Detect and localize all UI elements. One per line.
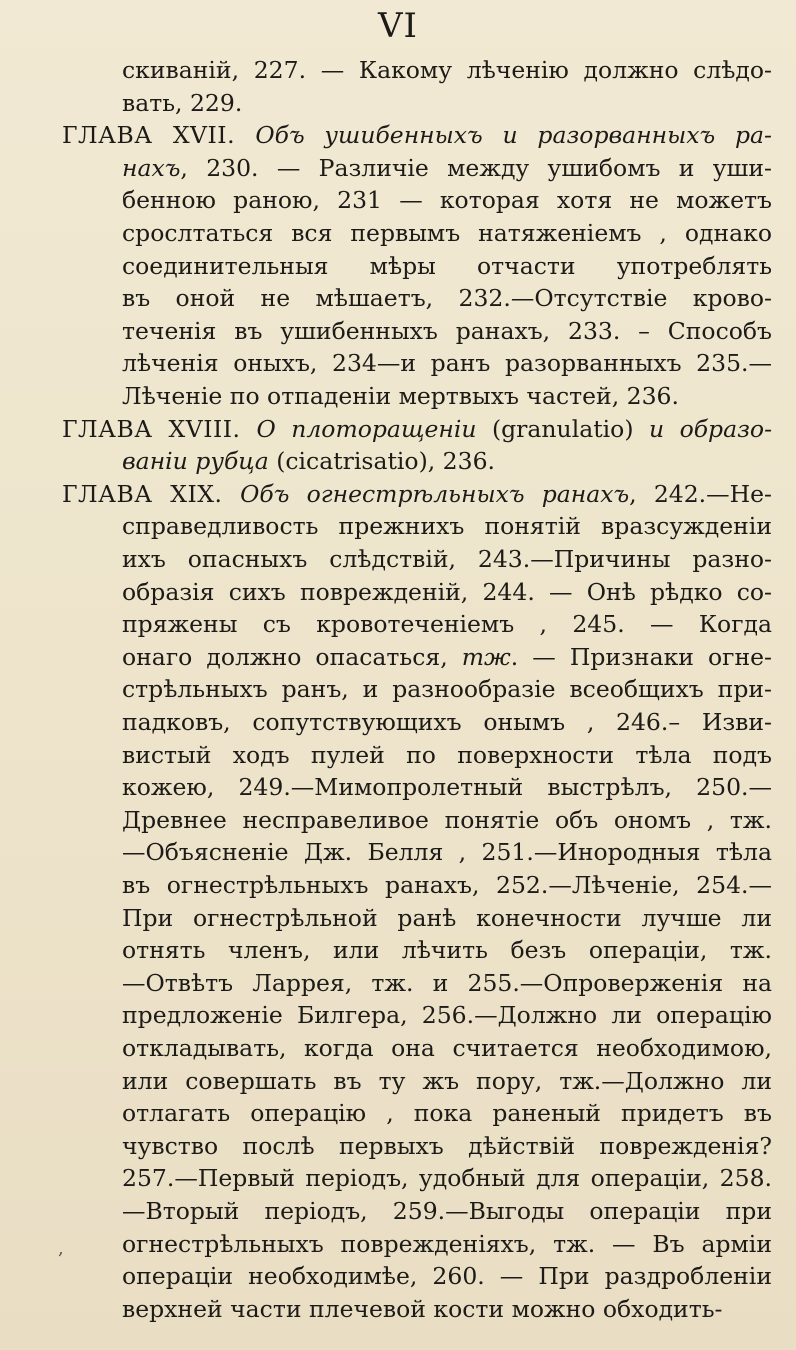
body-text: операціи необходимѣе, 260. — При раздробленіи	[122, 1262, 772, 1291]
text-line	[122, 671, 772, 707]
text-line	[122, 737, 772, 773]
body-text: стрѣльныхъ ранъ, и разнообразіе всеобщихъ при-	[122, 675, 772, 704]
text-line	[122, 704, 772, 740]
italic-text: и образо-	[648, 414, 772, 443]
body-text: верхней части плечевой кости можно обходить-	[122, 1294, 723, 1323]
page-number: VI	[378, 6, 418, 46]
body-text: Лѣченіе по отпаденіи мертвыхъ частей, 236.	[122, 382, 679, 410]
body-text: пряжены съ кровотеченіемъ , 245. — Когда	[122, 610, 772, 639]
text-line	[122, 1160, 772, 1196]
text-line	[122, 834, 772, 870]
italic-text: О плоторащеніи	[256, 414, 492, 443]
text-line	[122, 508, 772, 544]
body-text: 257.—Первый періодъ, удобный для операціи, 258.	[122, 1164, 772, 1193]
text-line	[122, 85, 772, 121]
body-text: бенною раною, 231 — которая хотя не можетъ	[122, 186, 772, 215]
body-text: теченія въ ушибенныхъ ранахъ, 233. – Способъ	[122, 316, 772, 345]
italic-text: ваніи рубца	[122, 447, 277, 476]
body-text: срослтаться вся первымъ натяженіемъ , однако	[122, 219, 772, 247]
text-line	[122, 867, 772, 903]
italic-text: Объ огнестрѣльныхъ ранахъ	[240, 479, 630, 508]
text-line	[122, 606, 772, 642]
italic-text: Объ ушибенныхъ и разорванныхъ ра-	[255, 121, 772, 150]
body-text: вать, 229.	[122, 88, 243, 117]
text-line	[62, 117, 772, 153]
body-text: предложеніе Билгера, 256.—Должно ли операцію	[122, 1001, 772, 1030]
body-text: въ оной не мѣшаетъ, 232.—Отсутствіе крово-	[122, 284, 772, 313]
text-line	[122, 1095, 772, 1131]
body-text: отлагать операцію , пока раненый придетъ въ	[122, 1099, 772, 1128]
text-line	[122, 932, 772, 968]
text-line	[122, 1291, 772, 1327]
italic-text: тж	[461, 642, 511, 671]
body-text: . — Признаки огне-	[510, 642, 772, 671]
text-line	[122, 769, 772, 805]
text-line	[122, 215, 772, 251]
text-line	[122, 52, 772, 88]
text-line	[122, 280, 772, 316]
body-text: лѣченія оныхъ, 234—и ранъ разорванныхъ 235.—	[122, 349, 772, 378]
italic-text: нахъ	[122, 153, 181, 182]
body-text: кожею, 249.—Мимопролетный выстрѣлъ, 250.—	[122, 773, 772, 802]
body-text: или совершать въ ту жъ пору, тж.—Должно ли	[122, 1066, 772, 1095]
text-line	[122, 802, 772, 838]
text-line	[122, 900, 772, 936]
margin-mark: ,	[58, 1238, 64, 1259]
text-line	[122, 541, 772, 577]
body-text: (cicatrisatio), 236.	[276, 447, 496, 476]
body-text: —Вторый періодъ, 259.—Выгоды операціи при	[122, 1197, 772, 1225]
text-line	[122, 248, 772, 284]
body-text: Древнее несправеливое понятіе объ ономъ , тж.	[122, 805, 772, 834]
body-text: —Объясненіе Дж. Белля , 251.—Инородныя тѣла	[122, 838, 772, 867]
body-text: образія сихъ поврежденій, 244. — Онѣ рѣдко со-	[122, 577, 772, 606]
text-line	[122, 1063, 772, 1099]
body-text: чувство послѣ первыхъ дѣйствій поврежденія?	[122, 1131, 772, 1160]
text-line	[122, 1193, 772, 1229]
body-text: откладывать, когда она считается необходимою,	[122, 1034, 772, 1062]
body-text: справедливость прежнихъ понятій вразсужденіи	[122, 512, 772, 541]
text-line	[122, 1226, 772, 1262]
text-line	[122, 997, 772, 1033]
text-line	[122, 345, 772, 381]
chapter-heading: ГЛАВА XVIII.	[62, 414, 257, 443]
chapter-heading: ГЛАВА XVII.	[62, 121, 256, 150]
body-text: —Отвѣтъ Ларрея, тж. и 255.—Опроверженія на	[122, 968, 772, 997]
body-text: вистый ходъ пулей по поверхности тѣла подъ	[122, 740, 772, 769]
text-line	[122, 378, 772, 414]
text-line	[122, 182, 772, 218]
body-text: въ огнестрѣльныхъ ранахъ, 252.—Лѣченіе, 254.—	[122, 871, 772, 899]
text-line	[122, 150, 772, 186]
body-text: , 230. — Различіе между ушибомъ и уши-	[180, 153, 772, 182]
text-line	[122, 1128, 772, 1164]
body-text: , 242.—Не-	[629, 479, 772, 508]
text-line	[62, 411, 772, 447]
text-line	[122, 1030, 772, 1066]
body-text: огнестрѣльныхъ поврежденіяхъ, тж. — Въ арміи	[122, 1229, 772, 1258]
body-text: соединительныя мѣры отчасти употреблять	[122, 251, 772, 280]
body-text: падковъ, сопутствующихъ онымъ , 246.– Изви-	[122, 708, 772, 736]
chapter-heading: ГЛАВА XIX.	[62, 479, 241, 508]
text-line	[122, 639, 772, 675]
text-line	[122, 443, 772, 479]
body-text: ихъ опасныхъ слѣдствій, 243.—Причины разно-	[122, 545, 772, 573]
text-line	[122, 965, 772, 1001]
body-text: (granulatio)	[491, 414, 649, 443]
text-line	[122, 313, 772, 349]
body-text: онаго должно опасаться,	[122, 642, 462, 671]
body-text: отнять членъ, или лѣчить безъ операціи, тж.	[122, 936, 772, 965]
body-text: При огнестрѣльной ранѣ конечности лучше ли	[122, 903, 772, 932]
text-line	[62, 476, 772, 512]
body-text: скиваній, 227. — Какому лѣченію должно слѣдо-	[122, 56, 772, 84]
text-line	[122, 574, 772, 610]
text-line	[122, 1258, 772, 1294]
